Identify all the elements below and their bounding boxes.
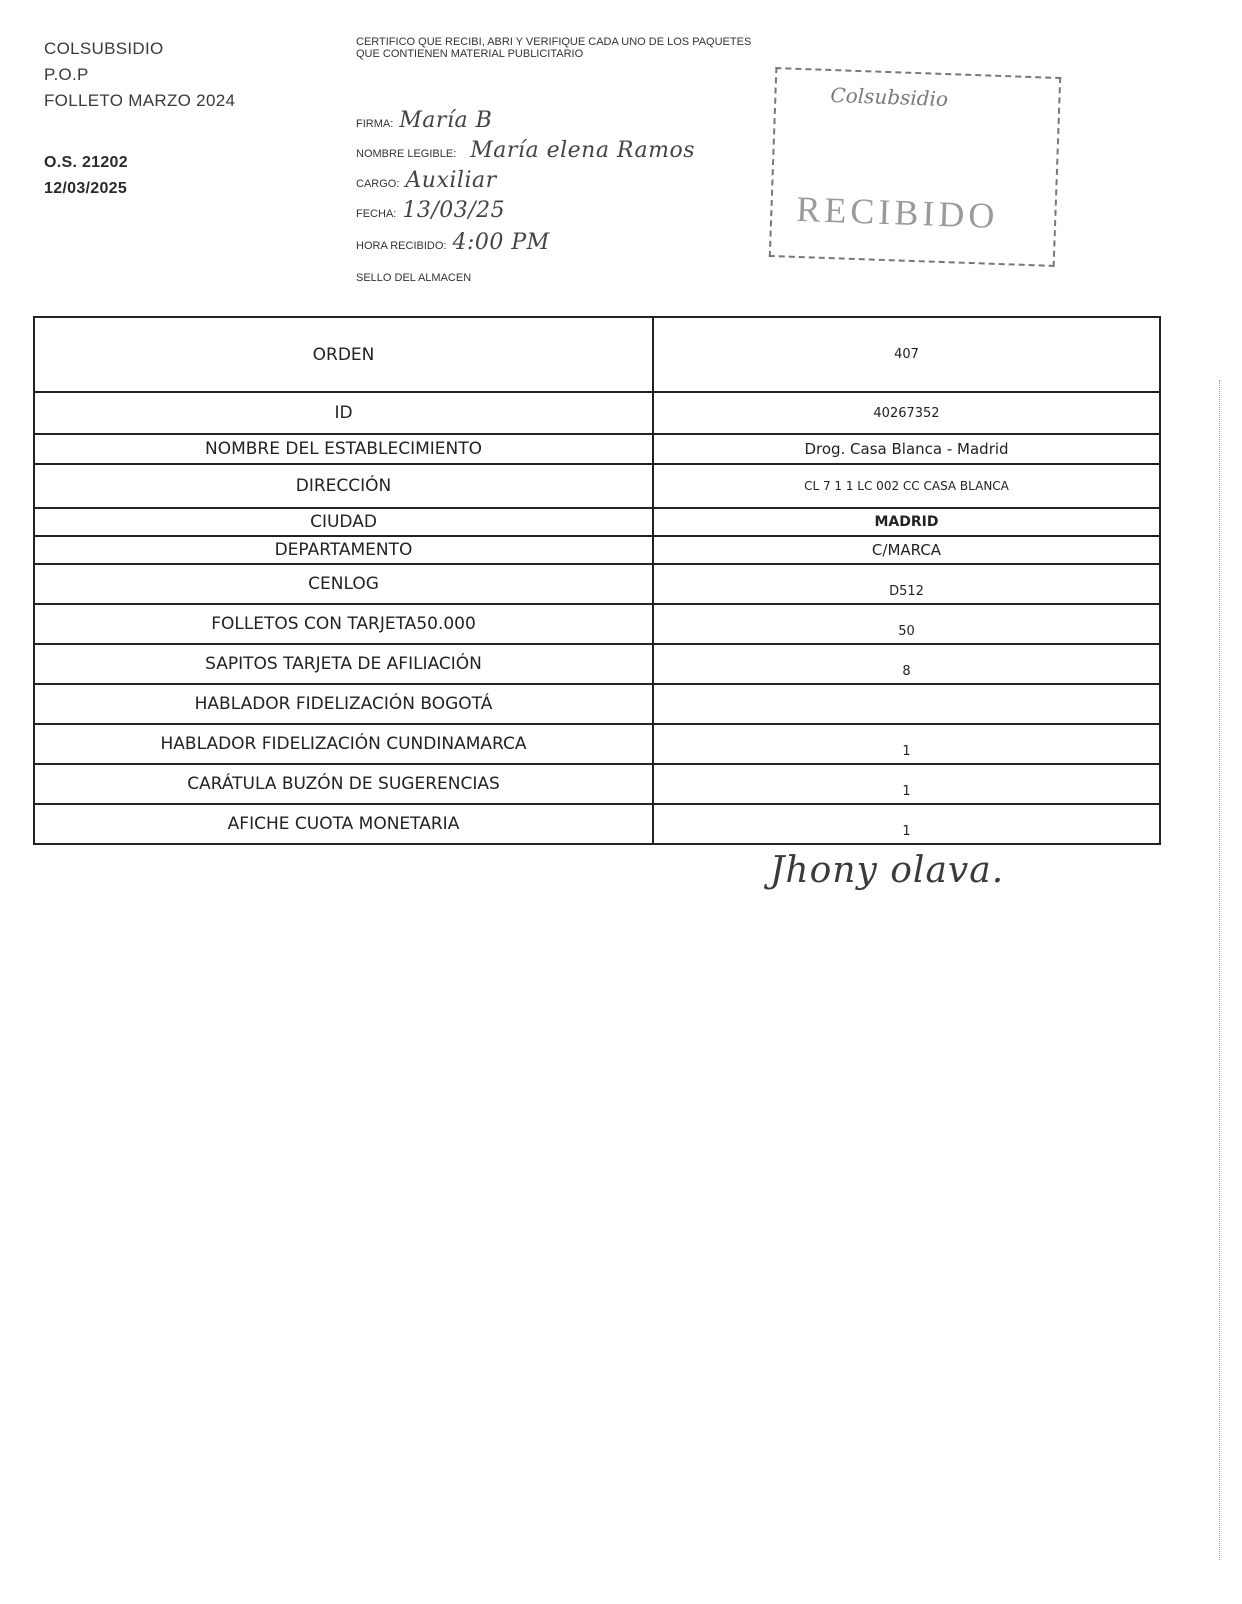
firma-label: FIRMA: <box>356 118 394 130</box>
sello-field <box>356 272 471 284</box>
row-value-afiche: 1 <box>653 804 1160 844</box>
row-value-establecimiento: Drog. Casa Blanca - Madrid <box>653 434 1160 464</box>
firma-field <box>356 108 492 133</box>
hora-value: 4:00 PM <box>452 230 550 255</box>
table-row <box>34 764 1160 804</box>
table-row <box>34 434 1160 464</box>
order-table <box>33 316 1161 845</box>
fecha-value: 13/03/25 <box>402 198 506 223</box>
row-value-hablador-cundinamarca: 1 <box>653 724 1160 764</box>
scan-edge-line <box>1218 380 1220 1560</box>
row-value-direccion: CL 7 1 1 LC 002 CC CASA BLANCA <box>653 464 1160 508</box>
table-row <box>34 804 1160 844</box>
nombre-field <box>356 138 695 163</box>
row-label-sapitos: SAPITOS TARJETA DE AFILIACIÓN <box>34 644 653 684</box>
os-number: O.S. 21202 <box>44 154 128 171</box>
row-label-hablador-bogota: HABLADOR FIDELIZACIÓN BOGOTÁ <box>34 684 653 724</box>
row-value-ciudad: MADRID <box>653 508 1160 536</box>
row-label-folletos: FOLLETOS CON TARJETA50.000 <box>34 604 653 644</box>
handwritten-signature: Jhony olava. <box>770 850 1005 891</box>
row-value-id: 40267352 <box>653 392 1160 434</box>
pop-label: P.O.P <box>44 65 89 84</box>
warehouse-stamp <box>769 67 1061 267</box>
row-value-hablador-bogota <box>653 684 1160 724</box>
row-value-folletos: 50 <box>653 604 1160 644</box>
row-value-orden: 407 <box>653 317 1160 392</box>
table-row <box>34 644 1160 684</box>
nombre-value: María elena Ramos <box>470 138 696 163</box>
company-name: COLSUBSIDIO <box>44 39 164 58</box>
fecha-field <box>356 198 505 223</box>
stamp-line1: Colsubsidio <box>830 83 949 112</box>
table-row <box>34 536 1160 564</box>
row-label-direccion: DIRECCIÓN <box>34 464 653 508</box>
row-value-cenlog: D512 <box>653 564 1160 604</box>
header-date: 12/03/2025 <box>44 180 128 197</box>
folleto-label: FOLLETO MARZO 2024 <box>44 91 236 110</box>
header-block <box>44 36 235 202</box>
certificate-text: CERTIFICO QUE RECIBI, ABRI Y VERIFIQUE CADA UNO DE LOS PAQUETES QUE CONTIENEN MATERIAL PUBLICITARIO <box>356 36 752 60</box>
row-label-departamento: DEPARTAMENTO <box>34 536 653 564</box>
row-label-hablador-cundinamarca: HABLADOR FIDELIZACIÓN CUNDINAMARCA <box>34 724 653 764</box>
nombre-label: NOMBRE LEGIBLE: <box>356 148 457 160</box>
table-row <box>34 724 1160 764</box>
row-value-caratula: 1 <box>653 764 1160 804</box>
table-row <box>34 564 1160 604</box>
row-label-caratula: CARÁTULA BUZÓN DE SUGERENCIAS <box>34 764 653 804</box>
row-label-afiche: AFICHE CUOTA MONETARIA <box>34 804 653 844</box>
row-label-establecimiento: NOMBRE DEL ESTABLECIMIENTO <box>34 434 653 464</box>
table-row <box>34 684 1160 724</box>
cargo-value: Auxiliar <box>405 168 497 193</box>
stamp-line2: RECIBIDO <box>795 188 1000 236</box>
fecha-label: FECHA: <box>356 208 397 220</box>
row-value-sapitos: 8 <box>653 644 1160 684</box>
hora-field <box>356 230 550 255</box>
row-label-ciudad: CIUDAD <box>34 508 653 536</box>
cargo-label: CARGO: <box>356 178 400 190</box>
row-label-cenlog: CENLOG <box>34 564 653 604</box>
firma-value: María B <box>399 108 493 133</box>
row-label-id: ID <box>34 392 653 434</box>
table-row <box>34 317 1160 392</box>
table-row <box>34 464 1160 508</box>
sello-label: SELLO DEL ALMACEN <box>356 272 472 284</box>
table-row <box>34 604 1160 644</box>
table-row <box>34 392 1160 434</box>
row-value-departamento: C/MARCA <box>653 536 1160 564</box>
table-row <box>34 508 1160 536</box>
hora-label: HORA RECIBIDO: <box>356 240 447 252</box>
cargo-field <box>356 168 497 193</box>
row-label-orden: ORDEN <box>34 317 653 392</box>
